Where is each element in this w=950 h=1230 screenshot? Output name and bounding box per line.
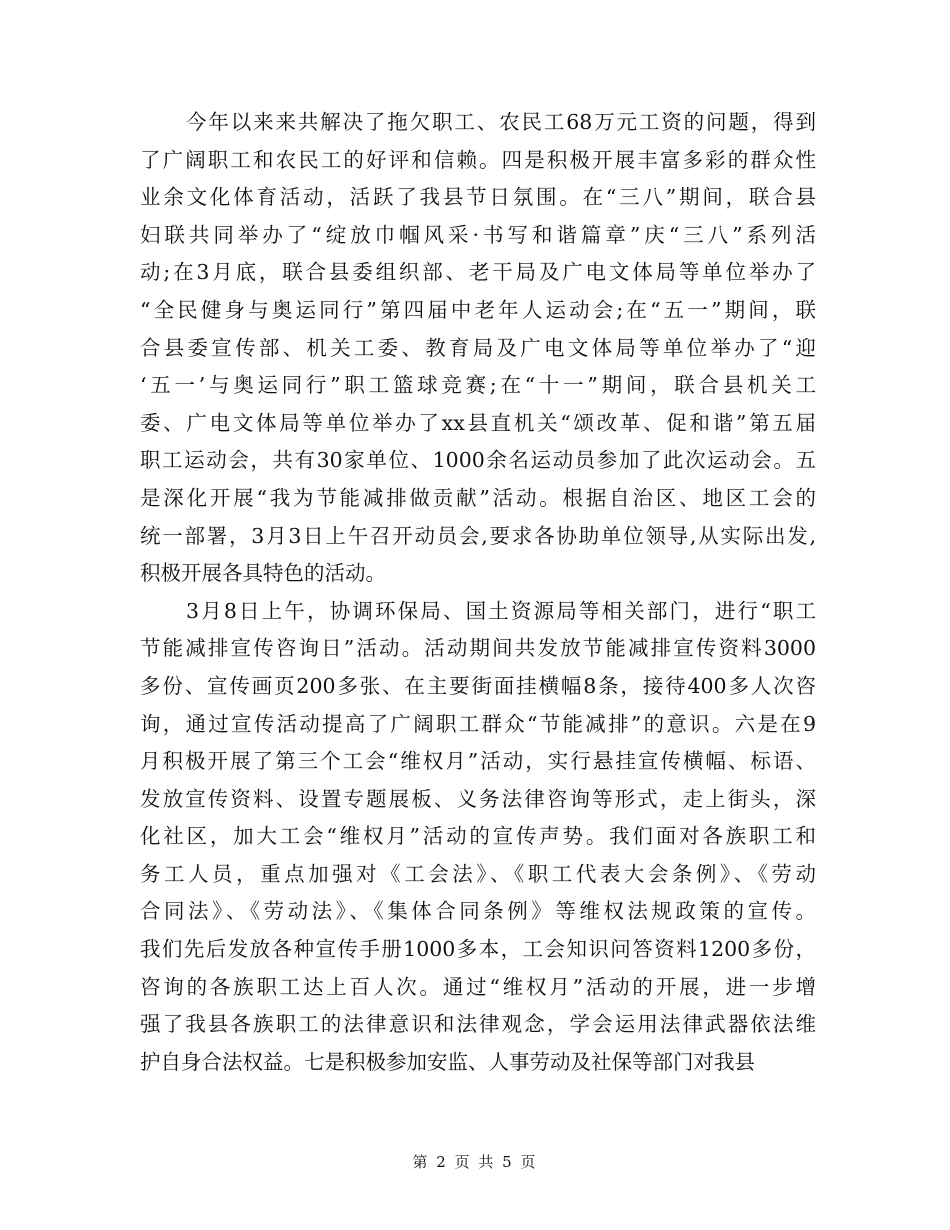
text-line: 发放宣传资料、设置专题展板、义务法律咨询等形式，走上街头，深 [140, 786, 816, 811]
text-line: 积极开展各具特色的活动。 [140, 561, 386, 586]
text-line: 节能减排宣传咨询日”活动。活动期间共发放节能减排宣传资料3000 [140, 636, 816, 661]
text-line: 职工运动会，共有30家单位、1000余名运动员参加了此次运动会。五 [140, 448, 816, 473]
text-line: 合县委宣传部、机关工委、教育局及广电文体局等单位举办了“迎 [140, 335, 816, 360]
paragraph [140, 104, 816, 593]
text-line: 务工人员，重点加强对《工会法》、《职工代表大会条例》、《劳动 [140, 861, 816, 886]
text-line: 咨询的各族职工达上百人次。通过“维权月”活动的开展，进一步增 [140, 974, 816, 999]
text-line: “全民健身与奥运同行”第四届中老年人运动会;在“五一”期间，联 [140, 297, 816, 322]
text-line: 月积极开展了第三个工会“维权月”活动，实行悬挂宣传横幅、标语、 [140, 749, 816, 774]
text-line: 统一部署，3月3日上午召开动员会,要求各协助单位领导,从实际出发, [140, 523, 816, 548]
text-line: 委、广电文体局等单位举办了xx县直机关“颂改革、促和谐”第五届 [140, 410, 816, 435]
text-line: 护自身合法权益。七是积极参加安监、人事劳动及社保等部门对我县 [140, 1049, 755, 1074]
document-body [140, 104, 816, 1081]
text-line: 是深化开展“我为节能减排做贡献”活动。根据自治区、地区工会的 [140, 485, 816, 510]
text-line: 妇联共同举办了“绽放巾帼风采·书写和谐篇章”庆“三八”系列活 [140, 222, 816, 247]
page-number: 第 2 页 共 5 页 [412, 1153, 538, 1171]
paragraph [140, 593, 816, 1082]
text-line: 化社区，加大工会“维权月”活动的宣传声势。我们面对各族职工和 [140, 824, 816, 849]
text-line: 合同法》、《劳动法》、《集体合同条例》等维权法规政策的宣传。 [140, 899, 816, 924]
text-line: ‘五一’与奥运同行”职工篮球竞赛;在“十一”期间，联合县机关工 [140, 373, 816, 398]
text-line: 了广阔职工和农民工的好评和信赖。四是积极开展丰富多彩的群众性 [140, 147, 816, 172]
text-line: 强了我县各族职工的法律意识和法律观念，学会运用法律武器依法维 [140, 1012, 816, 1037]
text-line: 询，通过宣传活动提高了广阔职工群众“节能减排”的意识。六是在9 [140, 711, 816, 736]
text-line: 多份、宣传画页200多张、在主要街面挂横幅8条，接待400多人次咨 [140, 673, 816, 698]
text-line: 动;在3月底，联合县委组织部、老干局及广电文体局等单位举办了 [140, 260, 816, 285]
text-line: 3月8日上午，协调环保局、国土资源局等相关部门，进行“职工 [186, 598, 816, 623]
text-line: 今年以来来共解决了拖欠职工、农民工68万元工资的问题，得到 [186, 110, 816, 134]
text-line: 业余文化体育活动，活跃了我县节日氛围。在“三八”期间，联合县 [140, 185, 816, 210]
text-line: 我们先后发放各种宣传手册1000多本，工会知识问答资料1200多份， [140, 937, 816, 962]
